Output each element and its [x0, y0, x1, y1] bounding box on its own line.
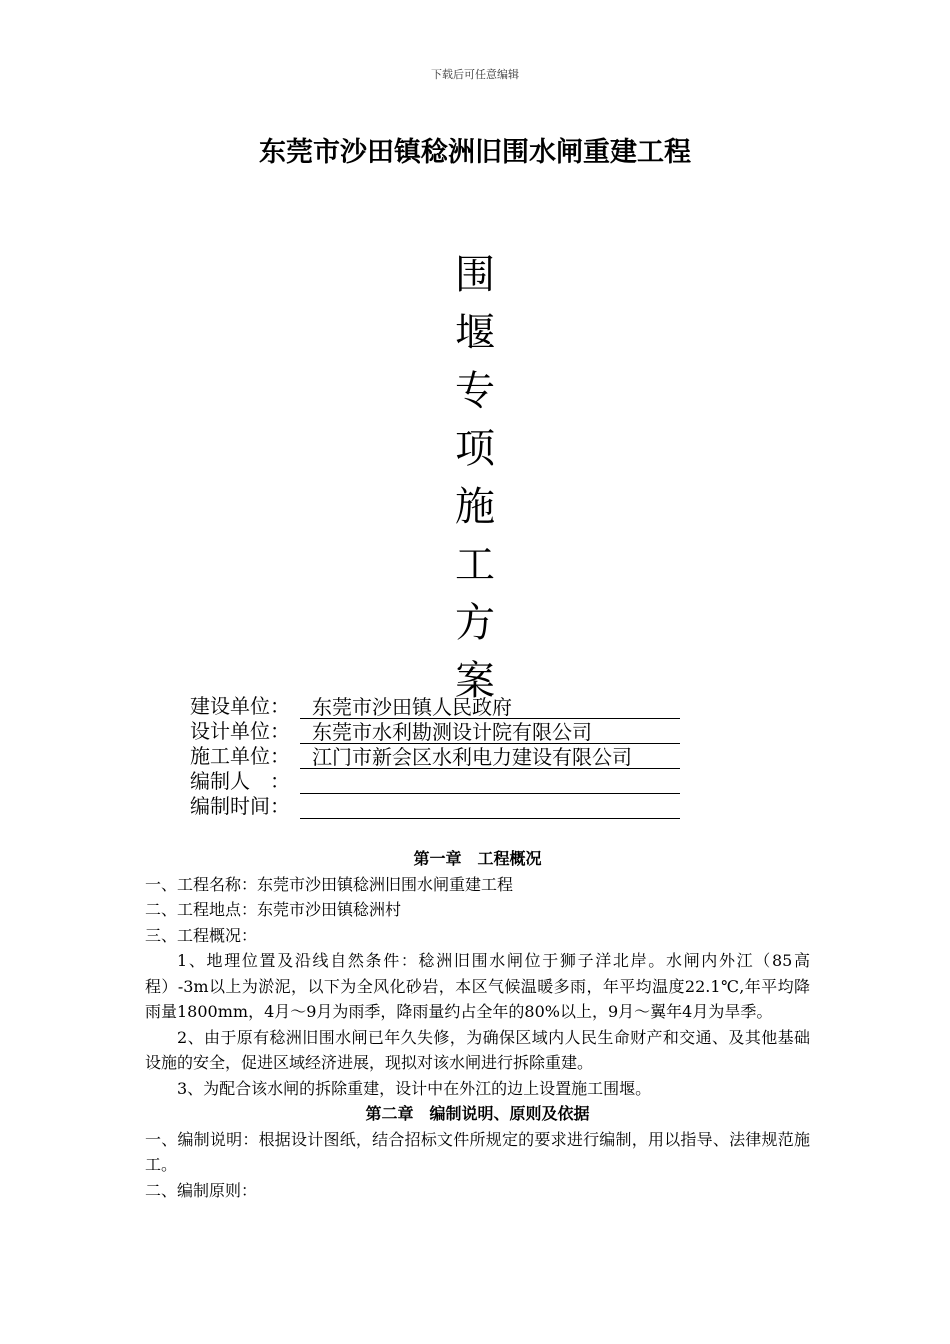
info-row-builder: [190, 694, 690, 719]
title-char: 围: [455, 252, 495, 298]
title-char: 施: [455, 484, 495, 530]
chapter-1-item-3: 三、工程概况：: [145, 925, 258, 945]
document-title: [445, 246, 505, 710]
title-char: 堰: [455, 310, 495, 356]
builder-label: 建设单位：: [190, 694, 290, 718]
title-char: 项: [455, 426, 495, 472]
designer-label: 设计单位：: [190, 719, 290, 743]
chapter-2-heading: 第二章 编制说明、原则及依据: [365, 1104, 590, 1123]
body-text: [145, 846, 810, 1203]
chapter-2-item-2: 二、编制原则：: [145, 1180, 258, 1200]
info-row-date: [190, 794, 690, 819]
date-value: [300, 795, 680, 819]
author-value: [300, 770, 680, 794]
chapter-1-sub-3: 3、为配合该水闸的拆除重建，设计中在外江的边上设置施工围堰。: [177, 1078, 652, 1098]
chapter-1-item-2: 二、工程地点：东莞市沙田镇稔洲村: [145, 900, 402, 919]
info-row-constructor: [190, 744, 690, 769]
title-char: 案: [455, 658, 495, 704]
project-title: 东莞市沙田镇稔洲旧围水闸重建工程: [259, 137, 691, 168]
date-label: 编制时间：: [190, 794, 290, 818]
info-block: [190, 694, 690, 819]
constructor-value: 江门市新会区水利电力建设有限公司: [300, 745, 680, 769]
title-char: 专: [455, 368, 495, 414]
constructor-label: 施工单位：: [190, 744, 290, 768]
builder-value: 东莞市沙田镇人民政府: [300, 695, 680, 719]
chapter-1-sub-1: 1、地理位置及沿线自然条件：稔洲旧围水闸位于狮子洋北岸。水闸内外江（85高程）-3m以上为淤泥，以下为全风化砂岩，本区气候温暖多雨，年平均温度22.1℃,年平均降雨量1800mm，4月～9月为雨季，降雨量约占全年的80%以上，9月～翼年4月为旱季。: [145, 951, 810, 1021]
designer-value: 东莞市水利勘测设计院有限公司: [300, 720, 680, 744]
title-char: 工: [455, 542, 495, 588]
info-row-designer: [190, 719, 690, 744]
info-row-author: [190, 769, 690, 794]
chapter-1-sub-2: 2、由于原有稔洲旧围水闸已年久失修，为确保区域内人民生命财产和交通、及其他基础设施的安全，促进区域经济进展，现拟对该水闸进行拆除重建。: [145, 1027, 810, 1072]
chapter-2-item-1: 一、编制说明：根据设计图纸，结合招标文件所规定的要求进行编制，用以指导、法律规范施工。: [145, 1129, 810, 1174]
chapter-1-heading: 第一章 工程概况: [413, 849, 542, 868]
author-label: 编制人 ：: [190, 769, 290, 793]
title-char: 方: [455, 600, 495, 646]
chapter-1-item-1: 一、工程名称：东莞市沙田镇稔洲旧围水闸重建工程: [145, 874, 514, 894]
header-note: 下载后可任意编辑: [431, 68, 519, 81]
